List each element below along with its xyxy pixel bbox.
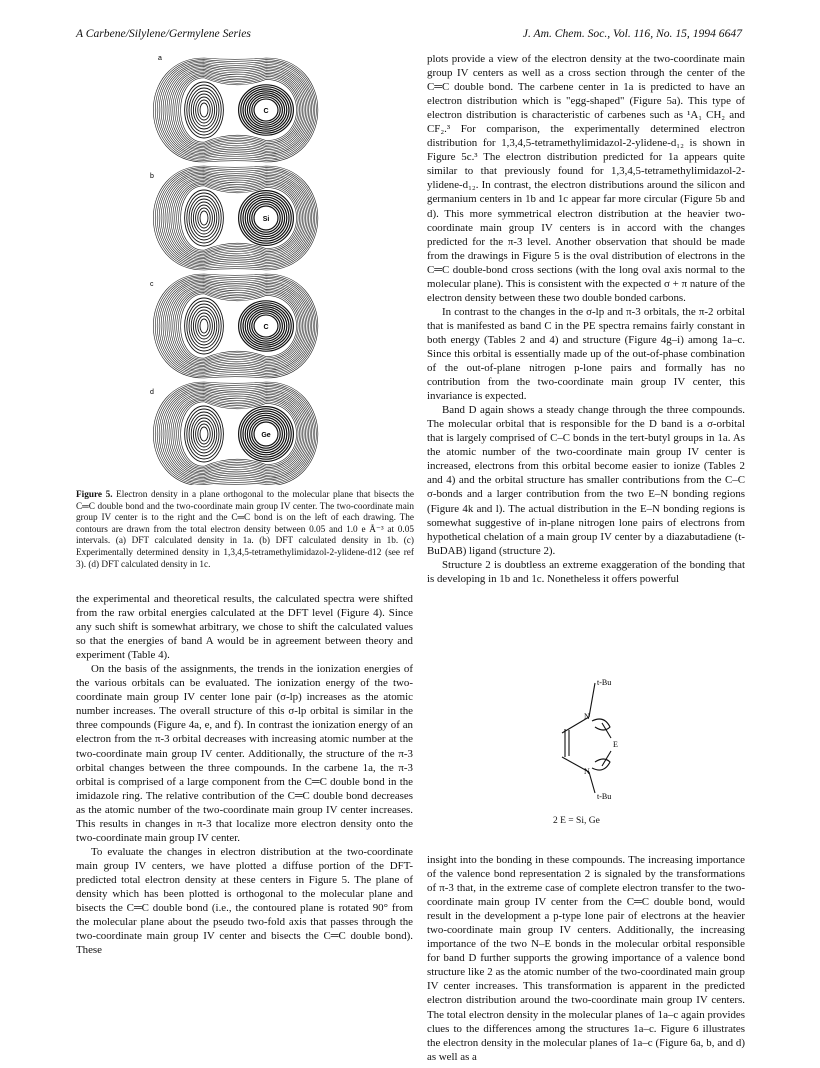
cc-bond-contour	[185, 406, 224, 462]
cc-bond-contour	[200, 211, 208, 225]
figure-5	[76, 50, 414, 485]
n-atom-label: N	[584, 767, 590, 776]
paragraph: Band D again shows a steady change through the three compounds. The molecular orbital that is responsible for the D band is a σ-orbital that is largely comprised of C–C bonds in the tert-butyl groups in 1a. As the atomic number of the two-coordinate main group IV center is increased, electrons from this orbital become easier to ionize (Tables 2 and 4) and the orbital structure has smaller contributions from the C–C σ-bonds and a larger contribution from the two E–N bonding regions (Figure 4k and l). The actual distribution in the E–N bonding regions is somewhat suggestive of in-plane nitrogen lone pairs of electrons from hypothetical chelation of a main group IV center by a diazabutadiene (t-BuDAB) ligand (structure 2).	[427, 404, 745, 557]
cc-bond-contour	[193, 94, 214, 126]
cc-bond-contour	[200, 103, 208, 117]
structure-2	[540, 675, 650, 800]
figure-caption	[76, 490, 414, 571]
right-column	[427, 52, 745, 586]
contour-panel-a	[153, 55, 318, 162]
paragraph: plots provide a view of the electron density at the two-coordinate main group IV centers as well as a cross section through the center of the C═C double bond. The carbene center in 1a is predicted to have an electron distribution which is "egg-shaped" (Figure 5a). This type of electron distribution is characteristic of carbenes such as ¹A₁ CH₂ and CF₂.³ For comparison, the experimentally determined electron distribution for 1,3,4,5-tetramethylimidazol-2-ylidene-d₁₂ is shown in Figure 5c.³ The electron distribution predicted for 1a appears quite similar to that previously found for 1,3,4,5-tetramethylimidazol-2-ylidene-d₁₂. In contrast, the electron distributions around the silicon and germanium centers in 1b and 1c appear far more circular (Figure 5b and d). This more symmetrical electron distribution at the heavier two-coordinate main group IV centers is in accord with the changes predicted for the π-3 level. Another observation that should be made from the drawings in Figure 5 is the oval distribution of electrons in the C═C double-bond cross sections (with the long oval axis normal to the molecular plane). This is consistent with the expected σ + π nature of the electron density between these two double bonded carbons.	[427, 53, 745, 304]
structure-2-drawing	[540, 675, 650, 800]
contour-panel-c	[150, 274, 318, 378]
cc-bond-contour	[200, 427, 208, 441]
cc-bond-contour	[193, 418, 214, 450]
tbu-bottom-label: t-Bu	[597, 792, 612, 800]
cc-bond-contour	[193, 310, 214, 342]
right-column-continued	[427, 853, 745, 1064]
cc-bond-contour	[187, 85, 221, 135]
cc-bond-contour	[185, 190, 224, 246]
panel-letter: d	[150, 389, 154, 396]
cc-bond-contour	[185, 82, 224, 138]
paragraph: On the basis of the assignments, the trends in the ionization energies of the various orbitals can be evaluated. The ionization energy of the two-coordinate main group IV center lone pair (σ-lp) increases as the atomic number increases. The overall structure of this σ-lp orbital is similar in the three compounds (Figure 4a, e, and f). In contrast the ionization energy of an electron from the π-3 orbital decreases with increasing atomic number at the two-coordinate main group IV center. Additionally, the structure of the π-3 orbital changes between the three compounds. In the carbene 1a, the π-3 orbital is comprised of a large component from the C═C double bond in the imidazole ring. The relative contribution of the C═C double bond decreases as the atomic number of the two-coordinate main group IV center increases. This results in changes in π-3 that localize more electron density onto the two-coordinate main group IV center.	[76, 663, 413, 844]
cc-bond-contour	[185, 298, 224, 354]
n-atom-label: N	[584, 712, 590, 721]
e-atom-label: E	[613, 740, 618, 749]
cc-bond-contour	[187, 193, 221, 243]
panel-letter: b	[150, 173, 154, 180]
cc-bond-contour	[187, 301, 221, 351]
cc-bond-contour	[187, 409, 221, 459]
caption-text: Electron density in a plane orthogonal to the molecular plane that bisects the C═C double bond and the two-coordinate main group IV center. The two-coordinate main group IV center is to the right and the C═C bond is on the left of each drawing. The contours are drawn from the total electron density between 0.05 and 1.0 e Å⁻³ at 0.05 intervals. (a) DFT calculated density in 1a. (b) DFT calculated density in 1b. (c) Experimentally determined density in 1,3,4,5-tetramethylimidazol-2-ylidene-d12 (see ref 3). (d) DFT calculated density in 1c.	[76, 490, 414, 570]
cc-bond-contour	[193, 202, 214, 234]
center-atom-label: C	[263, 108, 269, 115]
paragraph: In contrast to the changes in the σ-lp and π-3 orbitals, the π-2 orbital that is manifested as band C in the PE spectra remains fairly constant in both energy (Tables 2 and 4) and structure (Figure 4g–i) among 1a–c. Since this orbital is essentially made up of the out-of-phase combination of the out-of-plane nitrogen p-lone pairs and formally has no contribution from the two-coordinate main group IV center, this invariance is expected.	[427, 305, 745, 403]
center-atom-label: C	[263, 324, 269, 331]
contour-panel-d	[150, 382, 318, 485]
structure-caption: 2 E = Si, Ge	[553, 816, 600, 826]
panel-letter: a	[158, 55, 162, 62]
cc-bond-contour	[200, 319, 208, 333]
contour-plots	[76, 50, 414, 485]
running-header-title: A Carbene/Silylene/Germylene Series	[76, 27, 251, 40]
paragraph: To evaluate the changes in electron distribution at the two-coordinate main group IV centers, we have plotted a diffuse portion of the DFT-predicted total electron density at these centers in Figure 5. The plane of density which has been plotted is orthogonal to the molecular plane and bisects the C═C double bond (i.e., the contoured plane is rotated 90° from the molecular plane about the pseudo two-fold axis that passes through the two-coordinate main group IV center and bisects the C═C double bond). These	[76, 845, 413, 957]
paragraph: Structure 2 is doubtless an extreme exaggeration of the bonding that is developing in 1b and 1c. Nonetheless it offers powerful	[427, 558, 745, 585]
paragraph: the experimental and theoretical results, the calculated spectra were shifted from the raw orbital energies calculated at the DFT level (Figure 4). Since any such shift is somewhat arbitrary, we chose to shift the calculated values so that the energies of band A would be in agreement between theory and experiment (Table 4).	[76, 593, 413, 662]
caption-label: Figure 5.	[76, 490, 113, 500]
contour-panel-b	[150, 166, 318, 270]
center-atom-label: Si	[262, 216, 270, 223]
panel-letter: c	[150, 281, 154, 288]
running-header-journal: J. Am. Chem. Soc., Vol. 116, No. 15, 1994 6647	[522, 27, 742, 40]
paragraph: insight into the bonding in these compounds. The increasing importance of the valence bond representation 2 is signaled by the transformations of π-3 that, in the extreme case of complete electron transfer to the two-coordinate main group IV center from the C═C double bond, would result in the development a p-type lone pair of electrons at the heavier two-coordinate main group IV centers. Additionally, the increasing importance of the two N–E bonds in the molecular orbital responsible for band D further supports the growing importance of a valence bond structure like 2 as the atomic number of the two-coordinated main group IV center increases. This transformation is apparent in the predicted electron distribution around the two-coordinate main group IV centers. The total electron density in the molecular planes of 1a–c again provides clues to the differences among the structures 1a–c. Figure 6 illustrates the electron density in the molecular planes of 1a–c (Figure 6a, b, and d) as well as a	[427, 854, 745, 1063]
left-column	[76, 592, 413, 957]
tbu-top-label: t-Bu	[597, 678, 612, 687]
center-atom-label: Ge	[261, 432, 271, 439]
